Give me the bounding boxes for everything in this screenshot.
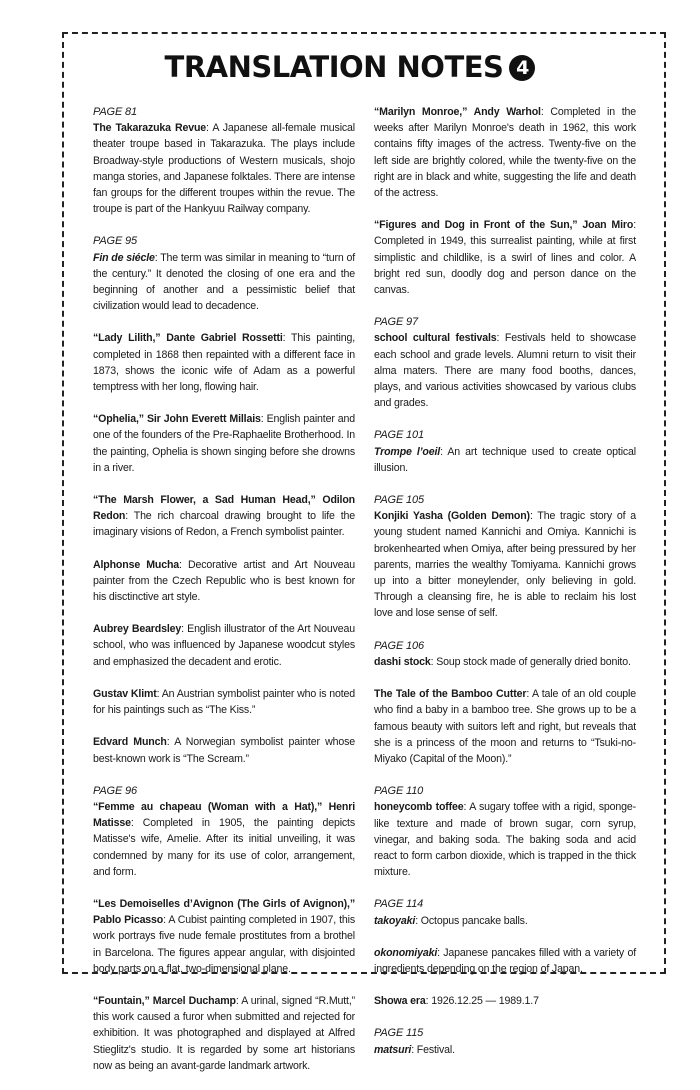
note-term: Alphonse Mucha <box>93 558 180 571</box>
note-term: Trompe l’oeil <box>374 445 441 458</box>
term-separator: : <box>179 558 182 571</box>
page-number-label: PAGE 110 <box>374 785 424 798</box>
term-separator: : <box>163 914 166 927</box>
note-text: The tragic story of a young student named Kannichi and Omiya. Kannichi is brokenhearted when Omiya, after being pressured by her parents, marries the wealthy Tomiyama. Kannichi grows up into a bitter moneylender, only believing in gold. Through a cleansing fire, he is able to reclaim his lost love and lose sense of self. <box>374 510 637 620</box>
note-text: A Norwegian symbolist painter whose best-known work is “The Scream.” <box>93 736 355 765</box>
term-separator: : <box>633 219 636 232</box>
note-entry <box>93 993 355 1074</box>
note-term: “Ophelia,” Sir John Everett Millais <box>93 413 261 426</box>
page-title <box>0 50 700 84</box>
note-text: Octopus pancake balls. <box>418 914 528 927</box>
note-term: dashi stock <box>374 655 431 668</box>
notes-column-right <box>374 104 636 1074</box>
note-text: An art technique used to create optical illusion. <box>374 445 636 474</box>
note-term: takoyaki <box>374 914 416 927</box>
term-separator: : <box>130 817 134 830</box>
note-term: Gustav Klimt <box>93 687 157 700</box>
note-text: English painter and one of the founders of the Pre-Raphaelite Brotherhood. In the painting, Ophelia is shown singing before she drowns in a river. <box>93 413 355 474</box>
note-text: A tale of an old couple who find a baby in a bamboo tree. She grows up to be a famous beauty with suitors left and right, but reveals that she is a princess of the moon and returns to “Tsuki-no-Miyako (Capital of the Moon).” <box>374 688 636 765</box>
note-text: Decorative artist and Art Nouveau painter from the Czech Republic who is best known for his disctinctive art style. <box>93 558 356 604</box>
term-separator: : <box>156 687 160 700</box>
term-separator: : <box>440 445 443 458</box>
note-entry <box>374 314 636 411</box>
term-separator: : <box>430 655 434 668</box>
note-term: “Marilyn Monroe,” Andy Warhol <box>374 106 541 118</box>
note-entry <box>93 492 355 541</box>
note-text: Soup stock made of generally dried bonito. <box>433 655 631 668</box>
note-entry <box>93 621 355 670</box>
term-separator: : <box>260 413 264 426</box>
note-entry <box>93 411 355 476</box>
page-number-label: PAGE 95 <box>93 235 137 248</box>
note-term: The Takarazuka Revue <box>93 122 207 135</box>
note-entry <box>93 557 355 606</box>
note-text: Festivals held to showcase each school and grade levels. Alumni return to visit their alma maters. There are many food booths, dances, plays, and various activities showcased by various clubs and grades. <box>374 332 636 410</box>
term-separator: : <box>206 122 209 135</box>
note-term: “Femme au chapeau (Woman with a Hat),” Henri Matisse <box>93 800 355 830</box>
page-number-label: PAGE 96 <box>93 784 137 797</box>
note-text: Completed in the weeks after Marilyn Monroe's death in 1962, this work contains fifty images of the actress. Twenty-five on the left side are brightly colored, while the twenty-five on the right are in black and white, suggesting the life and death of the actress. <box>374 106 636 200</box>
note-entry <box>93 783 355 880</box>
term-separator: : <box>411 1043 415 1056</box>
note-entry <box>374 1025 636 1057</box>
note-term: Fin de siécle <box>93 251 155 264</box>
note-entry <box>93 233 355 314</box>
note-text: A Japanese all-female musical theater troupe based in Takarazuka. The plays include Broadway-style productions of Western musicals, shojo manga stories, and Japanese folktales. There are intense fan groups for the different troupes within the revue. The troupe is part of the Hankyuu Railway company. <box>93 122 355 216</box>
note-entry <box>93 686 355 718</box>
note-text: A urinal, signed “R.Mutt,” this work caused a furor when submitted and rejected for exhibition. It was photographed and displayed at Alfred Stieglitz's studio. It is regarded by some art historians now as being an avant-garde landmark artwork. <box>93 994 356 1072</box>
term-separator: : <box>235 994 239 1007</box>
note-term: honeycomb toffee <box>374 801 464 814</box>
note-term: “Les Demoiselles d’Avignon (The Girls of Avignon),” Pablo Picasso <box>93 897 355 927</box>
page-number-label: PAGE 115 <box>374 1027 424 1040</box>
note-entry <box>374 492 636 622</box>
term-separator: : <box>166 736 170 749</box>
note-term: Aubrey Beardsley <box>93 623 182 636</box>
note-term: Showa era <box>374 995 426 1008</box>
note-term: “Figures and Dog in Front of the Sun,” Joan Miro <box>374 219 634 232</box>
term-separator: : <box>425 995 429 1008</box>
note-term: The Tale of the Bamboo Cutter <box>374 688 527 701</box>
term-separator: : <box>540 106 544 118</box>
term-separator: : <box>154 251 158 264</box>
note-term: Konjiki Yasha (Golden Demon) <box>374 510 530 523</box>
note-entry <box>93 896 355 977</box>
note-text: English illustrator of the Art Nouveau school, who was influenced by Japanese woodcut styles and emphasized the decadent and erotic. <box>93 623 355 668</box>
note-term: “Lady Lilith,” Dante Gabriel Rossetti <box>93 332 283 345</box>
term-separator: : <box>125 510 129 523</box>
note-text: The rich charcoal drawing brought to life the imaginary visions of Redon, a French symbolist painter. <box>93 510 355 539</box>
note-entry <box>374 945 636 977</box>
note-entry <box>93 330 355 395</box>
note-entry <box>374 638 636 670</box>
term-separator: : <box>529 510 533 523</box>
page-number-label: PAGE 106 <box>374 639 424 652</box>
note-text: The term was similar in meaning to “turn of the century.” It denoted the closing of one era and the beginning of another and a pessimistic belief that civilization would lead to decadence. <box>93 251 356 313</box>
note-entry <box>374 217 636 298</box>
term-separator: : <box>526 688 530 701</box>
note-text: Completed in 1949, this surrealist painting, while at first simplistic and childlike, is a swirl of lines and color. A bright red sun, doodly dog and person dance on the canvas. <box>374 235 636 297</box>
note-entry <box>374 783 636 880</box>
note-term: matsuri <box>374 1043 412 1056</box>
term-separator: : <box>282 332 286 345</box>
note-text: An Austrian symbolist painter who is noted for his paintings such as “The Kiss.” <box>93 687 355 717</box>
term-separator: : <box>181 623 184 636</box>
note-text: A sugary toffee with a rigid, sponge-like texture and made of brown sugar, corn syrup, vinegar, and baking soda. The baking soda and acid react to form carbon dioxide, which is trapped in the thick mixture. <box>374 801 636 879</box>
note-text: 1926.12.25 — 1989.1.7 <box>428 995 539 1008</box>
volume-number-badge: 4 <box>509 55 535 81</box>
page-number-label: PAGE 105 <box>374 494 424 507</box>
note-term: okonomiyaki <box>374 946 438 959</box>
page-number-label: PAGE 114 <box>374 898 424 911</box>
term-separator: : <box>415 914 418 927</box>
note-entry <box>374 427 636 476</box>
note-entry <box>93 104 355 217</box>
notes-column-left <box>93 104 355 1090</box>
note-entry <box>374 896 636 928</box>
title-text: TRANSLATION NOTES <box>164 50 504 84</box>
note-term: Edvard Munch <box>93 736 167 749</box>
note-text: This painting, completed in 1868 then repainted with a different face in 1873, shows the iconic wife of Adam as a powerful temptress with her long, flowing hair. <box>93 332 355 394</box>
note-term: “Fountain,” Marcel Duchamp <box>93 994 236 1007</box>
note-text: Japanese pancakes filled with a variety of ingredients depending on the region of Japan. <box>374 946 636 975</box>
page-number-label: PAGE 81 <box>93 106 137 118</box>
term-separator: : <box>463 801 467 814</box>
term-separator: : <box>437 946 440 959</box>
note-text: A Cubist painting completed in 1907, this work portrays five nude female prostitutes from a brothel in Barcelona. The figures appear angular, with disjointed body parts on a flat, two-dimensional plane. <box>93 914 355 975</box>
note-text: Festival. <box>414 1043 455 1056</box>
note-entry <box>374 104 636 201</box>
page-number-label: PAGE 97 <box>374 316 418 329</box>
term-separator: : <box>496 332 500 345</box>
note-entry <box>374 686 636 767</box>
note-term: school cultural festivals <box>374 332 497 345</box>
note-entry <box>374 993 636 1009</box>
note-term: “The Marsh Flower, a Sad Human Head,” Odilon Redon <box>93 494 355 523</box>
note-entry <box>93 734 355 766</box>
note-text: Completed in 1905, the painting depicts Matisse's wife, Amelie. After its initial unveiling, it was condemned by many for its use of color, arrangement, and form. <box>93 817 355 878</box>
page-number-label: PAGE 101 <box>374 429 424 442</box>
